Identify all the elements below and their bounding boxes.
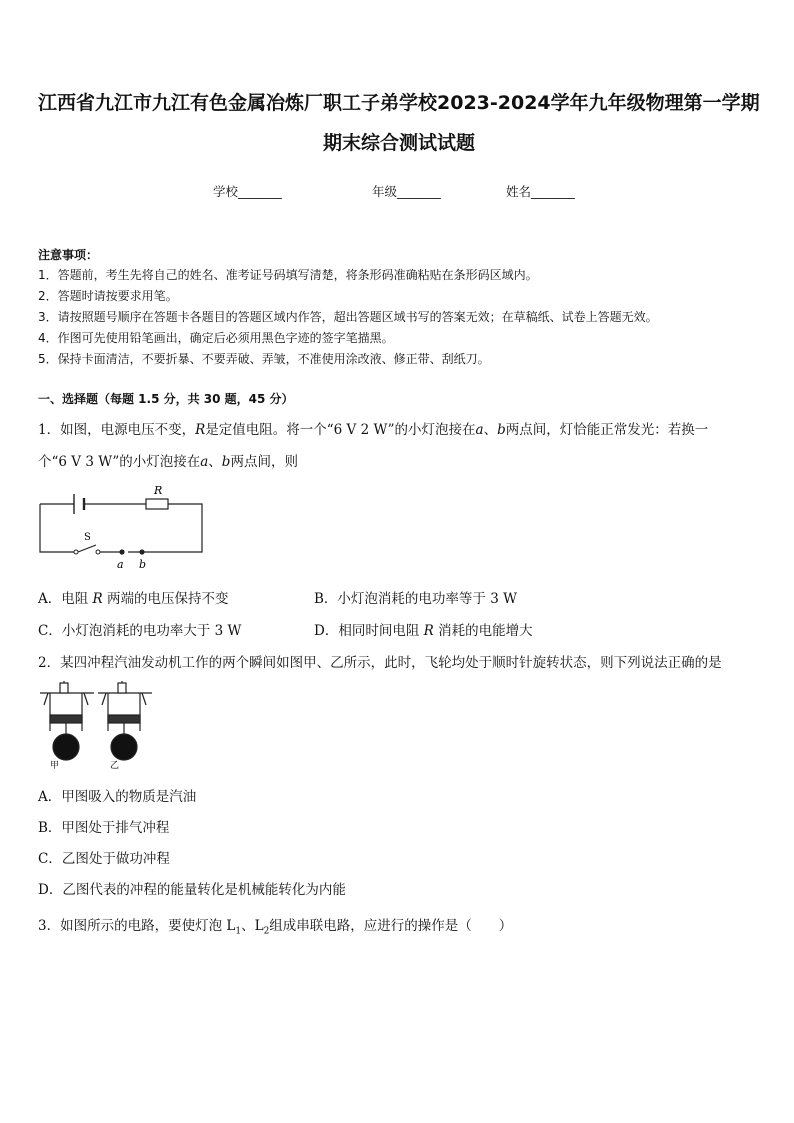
q2-option-a[interactable]: A．甲图吸入的物质是汽油 xyxy=(38,789,197,805)
switch-contact-left xyxy=(74,550,78,554)
q1-option-c[interactable]: C．小灯泡消耗的电功率大于 3 W xyxy=(38,623,242,639)
page-title-line2: 期末综合测试试题 xyxy=(323,132,476,154)
question-1-line1: 1．如图，电源电压不变，R是定值电阻。将一个“6 V 2 W”的小灯泡接在a、b两点间，灯恰能正常发光：若换一 xyxy=(38,422,709,438)
grade-field-label: 年级_______ xyxy=(372,184,441,199)
q2-option-d[interactable]: D．乙图代表的冲程的能量转化是机械能转化为内能 xyxy=(38,882,346,898)
question-1-line2: 个“6 V 3 W”的小灯泡接在a、b两点间，则 xyxy=(38,454,298,470)
note-item-2: 2．答题时请按要求用笔。 xyxy=(38,289,178,303)
q1-option-b[interactable]: B．小灯泡消耗的电功率等于 3 W xyxy=(314,591,517,607)
label-jia: 甲 xyxy=(50,761,60,771)
q2-option-c[interactable]: C．乙图处于做功冲程 xyxy=(38,851,170,867)
q2-engine-diagram xyxy=(38,681,158,771)
note-item-3: 3．请按照题号顺序在答题卡各题目的答题区域内作答，超出答题区域书写的答案无效；在草稿纸、试卷上答题无效。 xyxy=(38,310,658,324)
switch-lever xyxy=(78,545,96,552)
circuit-wire xyxy=(40,504,202,552)
terminal-b-label: b xyxy=(139,558,147,571)
question-3-text: 3．如图所示的电路，要使灯泡 $L_1$、$L_2$组成串联电路，应进行的操作是（ ） xyxy=(38,918,513,937)
resistor-symbol xyxy=(146,499,168,509)
q1-option-d[interactable]: D．相同时间电阻 R 消耗的电能增大 xyxy=(314,623,533,639)
note-item-1: 1．答题前，考生先将自己的姓名、准考证号码填写清楚，将条形码准确粘贴在条形码区域内。 xyxy=(38,268,538,282)
name-field-label: 姓名_______ xyxy=(506,184,575,199)
note-item-5: 5．保持卡面清洁，不要折暴、不要弄破、弄皱，不准使用涂改液、修正带、刮纸刀。 xyxy=(38,352,490,366)
question-2-text: 2．某四冲程汽油发动机工作的两个瞬间如图甲、乙所示，此时，飞轮均处于顺时针旋转状态，则下列说法正确的是 xyxy=(38,655,722,671)
notes-heading: 注意事项： xyxy=(38,248,99,262)
switch-contact-right xyxy=(96,550,100,554)
engine-jia xyxy=(40,681,94,760)
engine-yi xyxy=(98,681,152,760)
terminal-a xyxy=(119,549,124,554)
circuit-wire-left xyxy=(40,504,74,552)
question-number: 1． xyxy=(38,422,61,438)
q1-circuit-diagram xyxy=(36,484,211,574)
section-heading: 一、选择题（每题 1.5 分，共 30 题，45 分） xyxy=(38,392,294,406)
switch-label: S xyxy=(84,532,91,543)
page-title-line1: 江西省九江市九江有色金属冶炼厂职工子弟学校2023-2024学年九年级物理第一学期 xyxy=(38,92,760,114)
terminal-a-label: a xyxy=(117,558,124,571)
q1-option-a[interactable]: A．电阻 R 两端的电压保持不变 xyxy=(38,591,229,607)
school-field-label: 学校_______ xyxy=(213,184,282,199)
q2-option-b[interactable]: B．甲图处于排气冲程 xyxy=(38,820,170,836)
label-yi: 乙 xyxy=(110,761,120,771)
note-item-4: 4．作图可先使用铅笔画出，确定后必须用黑色字迹的签字笔描黑。 xyxy=(38,331,394,345)
resistor-label: R xyxy=(154,484,163,497)
